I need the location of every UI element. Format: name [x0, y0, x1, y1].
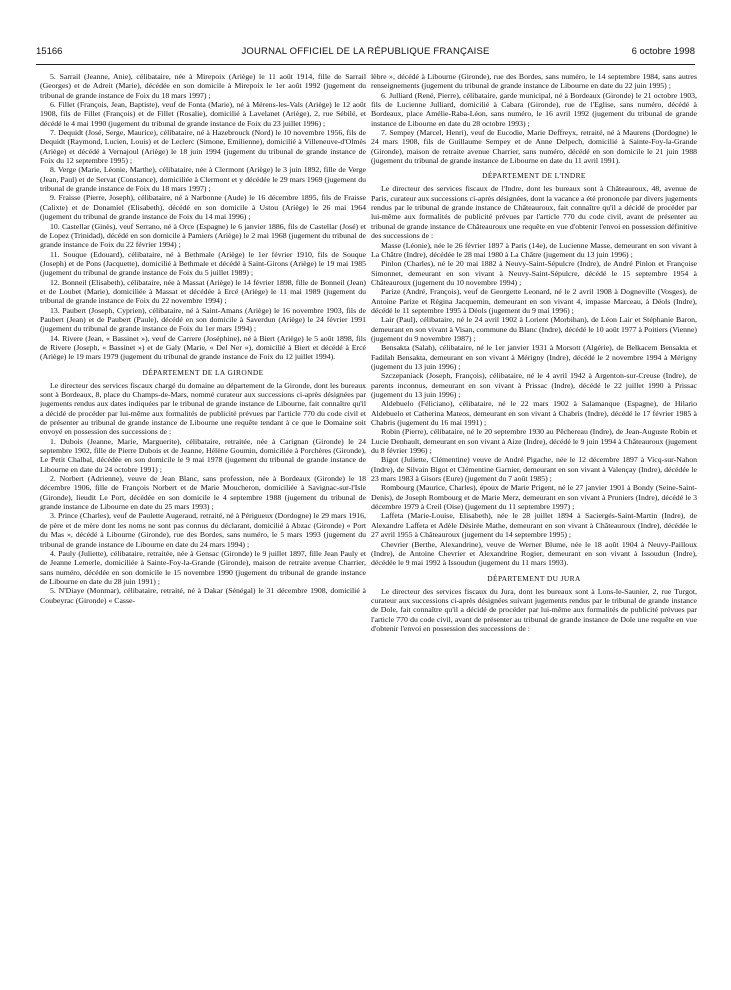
header-rule [36, 64, 695, 65]
entry-paragraph: 5. N'Diaye (Monmar), célibataire, retraité, né à Dakar (Sénégal) le 31 décembre 1908, domicilié à Coubeyrac (Gironde) « Casse- [40, 586, 366, 605]
journal-title: JOURNAL OFFICIEL DE LA RÉPUBLIQUE FRANÇAISE [241, 46, 490, 57]
right-column [371, 72, 697, 984]
entry-paragraph: Le directeur des services fiscaux de l'Indre, dont les bureaux sont à Châteauroux, 48, avenue de Paris, curateur aux successions ci-après désignées, dont la vacance a été prononcée par divers jugements rendus par le tribunal de grande instance de Châteauroux, fait connaître qu'il a décidé de procéder par lui-même aux formalités de publicité prévues par l'article 770 du code civil, avant de présenter au tribunal de grande instance de Châteauroux une requête en vue d'obtenir l'envoi en possession définitive des successions de : [371, 184, 697, 241]
entry-paragraph: Pinlon (Charles), né le 20 mai 1882 à Neuvy-Saint-Sépulcre (Indre), de André Pinlon et Françoise Simonnet, demeurant en son vivant à Neuvy-Saint-Sépulcre, décédé le 15 septembre 1954 à Châteauroux (jugement du 10 novembre 1994) ; [371, 259, 697, 287]
entry-paragraph: 8. Verge (Marie, Léonie, Marthe), célibataire, née à Clermont (Ariège) le 3 juin 1892, fille de Verge (Jean, Paul) et de Servat (Constance), domiciliée à Clermont et y décédée le 29 mars 1969 (jugement du tribunal de grande instance de Foix du 18 mars 1997) ; [40, 165, 366, 194]
page-header [36, 46, 695, 60]
entry-paragraph: Lair (Paul), célibataire, né le 24 avril 1902 à Lorient (Morbihan), de Léon Lair et Stéphanie Baron, demeurant en son vivant à Visan, commune du Blanc (Indre), décédé le 10 août 1977 à Poitiers (Vienne) (jugement du 9 novembre 1987) ; [371, 315, 697, 343]
entry-paragraph: Bensakta (Salah), célibataire, né le 1er janvier 1931 à Morsott (Algérie), de Belkacem Bensakta et Fadilah Bensakta, demeurant en son vivant à Mérigny (Indre), décédé le 2 novembre 1994 à Mérigny (jugement du 13 juin 1996) ; [371, 343, 697, 371]
entry-paragraph: 10. Castellar (Ginès), veuf Serrano, né à Orce (Espagne) le 6 janvier 1886, fils de Castellar (José) et de Lopez (Trinidad), décédé en son domicile à Pamiers (Ariège) le 2 mai 1968 (jugement du tribunal de grande instance de Foix du 22 février 1994) ; [40, 221, 366, 250]
department-heading: DÉPARTEMENT DE LA GIRONDE [142, 367, 264, 377]
entry-paragraph: Aldebuelo (Féliciano), célibataire, né le 22 mars 1902 à Salamanque (Espagne), de Hilario Aldebuelo et Catherina Mateos, demeurant en son vivant à Chabris (Indre), décédé le 17 février 1985 à Chabris (jugement du 16 mai 1991) ; [371, 399, 697, 428]
entry-paragraph: Le directeur des services fiscaux du Jura, dont les bureaux sont à Lons-le-Saunier, 2, rue Turgot, curateur aux successions ci-après désignées suivant jugements rendus par le tribunal de grande instance de Dole, fait connaître qu'il a décidé de procéder par lui-même aux formalités de publicité prévues par l'article 770 du code civil, avant de présenter au tribunal de grande instance de Dole une requête en vue d'obtenir l'envoi en possession des successions de : [371, 586, 697, 633]
entry-paragraph: 1. Dubois (Jeanne, Marie, Marguerite), célibataire, retraitée, née à Carignan (Gironde) le 24 septembre 1902, fille de Pierre Dubois et de Jeanne, Hélène Goumin, domiciliée à Porchères (Gironde), Le Petit Chalbal, décédée en son domicile le 9 mai 1978 (jugement du tribunal de grande instance de Libourne en date du 24 octobre 1991) ; [40, 436, 366, 474]
department-heading: DÉPARTEMENT DU JURA [487, 573, 581, 583]
entry-paragraph: 9. Fraisse (Pierre, Joseph), célibataire, né à Narbonne (Aude) le 16 décembre 1895, fils de Fraisse (Calixte) et de Donamiel (Elisabeth), décédé en son domicile à Ustou (Ariège) le 26 mai 1964 (jugement du tribunal de grande instance de Foix du 14 mai 1996) ; [40, 193, 366, 222]
entry-paragraph: Le directeur des services fiscaux chargé du domaine au département de la Gironde, dont les bureaux sont à Bordeaux, 8, place du Champs-de-Mars, nommé curateur aux successions ci-après désignées par jugements rendus aux dates indiquées par le tribunal de grande instance de Libourne, fait connaître qu'il a décidé de procéder par lui-même aux formalités de publicité prévues par l'article 770 du code civil et de présenter au tribunal de grande instance de Libourne une requête tendant à ce que le Domaine soit envoyé en possession des successions de : [40, 380, 366, 437]
continued-paragraph: lèbre », décédé à Libourne (Gironde), rue des Bordes, sans numéro, le 14 septembre 1984, sans autres renseignements (jugement du tribunal de grande instance de Libourne en date du 22 juin 1995) ; [371, 72, 697, 91]
issue-date: 6 octobre 1998 [631, 46, 695, 57]
entry-paragraph: 2. Norbert (Adrienne), veuve de Jean Blanc, sans profession, née à Bordeaux (Gironde) le 18 décembre 1906, fille de François Norbert et de Marie Moucheron, domiciliée à Savignac-sur-l'Isle (Gironde), lieudit Le Port, décédée en son domicile le 4 septembre 1988 (jugement du tribunal de grande instance de Libourne en date du 25 mars 1993) ; [40, 474, 366, 512]
entry-paragraph: Laffeta (Marie-Louise, Elisabeth), née le 28 juillet 1894 à Saciergés-Saint-Martin (Indre), de Alexandre Laffeta et Adèle Désirée Mathe, demeurant en son vivant à Châteauroux (Indre), décédée le 27 avril 1955 à Châteauroux (jugement du 14 septembre 1995) ; [371, 511, 697, 540]
entry-paragraph: Parize (André, François), veuf de Georgette Leonard, né le 2 avril 1908 à Dogneville (Vosges), de Antoine Parize et Régina Jacquemin, demeurant en son vivant 4, impasse Marceau, à Déols (Indre), décédé le 11 septembre 1995 à Déols (jugement du 9 mai 1996) ; [371, 287, 697, 315]
entry-paragraph: Robin (Pierre), célibataire, né le 20 septembre 1930 au Pêchereau (Indre), de Jean-Auguste Robin et Lucie Denhault, demeurant en son vivant à Aize (Indre), décédé le 9 juin 1994 à Châteauroux (jugement du 8 février 1996) ; [371, 427, 697, 456]
department-heading: DÉPARTEMENT DE L'INDRE [482, 171, 586, 181]
entry-paragraph: Rombourg (Maurice, Charles), époux de Marie Prigent, né le 27 janvier 1901 à Bondy (Seine-Saint-Denis), de Joseph Rombourg et de Marie Merz, demeurant en son vivant à Pruniers (Indre), décédé le 3 décembre 1979 à Creil (Oise) (jugement du 11 septembre 1997) ; [371, 483, 697, 512]
entry-paragraph: Bigot (Juliette, Clémentine) veuve de André Pigache, née le 12 décembre 1897 à Vicq-sur-Nahon (Indre), de Silvain Bigot et Clémentine Garnier, demeurant en son vivant à Valençay (Indre), décédée le 23 mars 1983 à Gisors (Eure) (jugement du 7 août 1985) ; [371, 455, 697, 484]
entry-paragraph: 13. Paubert (Joseph, Cyprien), célibataire, né à Saint-Amans (Ariège) le 16 novembre 1903, fils de Paubert (Jean) et de Paubert (Paule), décédé en son domicile à Saverdun (Ariège) le 24 février 1991 (jugement du tribunal de grande instance de Foix du 1er mars 1994) ; [40, 305, 366, 334]
entry-paragraph: Szczepaniack (Joseph, François), célibataire, né le 4 avril 1942 à Argenton-sur-Creuse (Indre), de parents inconnus, demeurant en son vivant à Prissac (Indre), décédé le 22 juillet 1990 à Prissac (jugement du 13 juin 1996) ; [371, 371, 697, 399]
entry-paragraph: Masse (Léonie), née le 26 février 1897 à Paris (14e), de Lucienne Masse, demeurant en son vivant à La Châtre (Indre), décédée le 28 mai 1980 à La Châtre (jugement du 13 juin 1996) ; [371, 240, 697, 259]
entry-paragraph: Chevrier (Berthe, Alexandrine), veuve de Werner Blume, née le 18 août 1904 à Neuvy-Pailloux (Indre), de Antoine Chevrier et Alexandrine Rogier, demeurant en son vivant à Issoudun (Indre), décédée le 9 mai 1992 à Issoudun (jugement du 11 mars 1993). [371, 539, 697, 568]
entry-paragraph: 7. Sempey (Marcel, Henri), veuf de Eucodie, Marie Deffreyx, retraité, né à Maurens (Dordogne) le 24 mars 1908, fils de Guillaume Sempey et de Anne Delpech, domicilié à Sainte-Foy-la-Grande (Gironde), maison de retraite avenue Charrier, sans numéro, décédé en son domicile le 21 juin 1988 (jugement du tribunal de grande instance de Libourne en date du 11 avril 1991). [371, 128, 697, 166]
left-column [40, 72, 366, 984]
entry-paragraph: 4. Pauly (Juliette), célibataire, retraitée, née à Gensac (Gironde) le 9 juillet 1897, fille Jean Pauly et de Jeanne Lemerle, domiciliée à Sainte-Foy-la-Grande (Gironde), maison de retraite avenue Charrier, sans numéro, décédée en son domicile le 15 novembre 1990 (jugement du tribunal de grande instance de Libourne en date du 28 juin 1991) ; [40, 548, 366, 586]
entry-paragraph: 6. Fillet (François, Jean, Baptiste), veuf de Fonta (Marie), né à Mérens-les-Vals (Ariège) le 12 août 1908, fils de Fillet (François) et de Fillet (Rosalie), domicilié à Lavelanet (Ariège), 2, rue Sébilé, et décédé le 4 mai 1990 (jugement du tribunal de grande instance de Foix du 23 juillet 1996) ; [40, 100, 366, 128]
entry-paragraph: 12. Bonneil (Elisabeth), célibataire, née à Massat (Ariège) le 14 février 1898, fille de Bonneil (Jean) et de Loubet (Marie), domiciliée à Massat et décédée à Ercé (Ariège) le 11 mai 1989 (jugement du tribunal de grande instance de Foix du 22 novembre 1994) ; [40, 277, 366, 306]
entry-paragraph: 3. Prince (Charles), veuf de Paulette Augeraud, retraité, né à Périgueux (Dordogne) le 29 mars 1916, de père et de mère dont les noms ne sont pas connus du déclarant, domicilié à Abzac (Gironde) « Port du Mas », décédé à Libourne (Gironde), rue des Bordes, sans numéro, le 5 mars 1993 (jugement du tribunal de grande instance de Libourne en date du 24 mars 1994) ; [40, 511, 366, 549]
entry-paragraph: 5. Sarrail (Jeanne, Anie), célibataire, née à Mirepoix (Ariège) le 11 août 1914, fille de Sarrail (Georges) et de Adreit (Marie), décédée en son domicile à Mirepoix le 1er août 1992 (jugement du tribunal de grande instance de Foix du 18 mars 1997) ; [40, 72, 366, 100]
page-number: 15166 [36, 46, 63, 57]
entry-paragraph: 6. Julliard (René, Pierre), célibataire, garde municipal, né à Bordeaux (Gironde) le 21 octobre 1903, fils de Lucienne Julliard, domicilié à Cabara (Gironde), rue de l'Eglise, sans numéro, décédé à Bordeaux, place Amélie-Raba-Léon, sans numéro, le 16 avril 1992 (jugement du tribunal de grande instance de Libourne en date du 28 octobre 1993) ; [371, 90, 697, 128]
entry-paragraph: 11. Souque (Edouard), célibataire, né à Bethmale (Ariège) le 1er février 1910, fils de Souque (Joseph) et de Pons (Jacquette), domicilié à Bethmale et décédé à Saint-Girons (Ariège) le 19 mai 1985 (jugement du tribunal de grande instance de Foix du 5 juillet 1989) ; [40, 249, 366, 278]
entry-paragraph: 14. Rivere (Jean, « Bassinet »), veuf de Carrere (Joséphine), né à Biert (Ariège) le 5 août 1898, fils de Rivere (Joseph, « Bassinet ») et de Galy (Marie, « Del Ner »), domicilié à Biert et décédé à Ercé (Ariège) le 19 mars 1979 (jugement du tribunal de grande instance de Foix du 12 juillet 1994). [40, 333, 366, 362]
entry-paragraph: 7. Dequidt (José, Serge, Maurice), célibataire, né à Hazebrouck (Nord) le 10 novembre 1956, fils de Dequidt (Raymond, Lucien, Louis) et de Leclerc (Simone, Emilienne), domicilié à Villeneuve-d'Olmès (Ariège) et décédé à Vernajoul (Ariège) le 18 juin 1994 (jugement du tribunal de grande instance de Foix du 12 septembre 1995) ; [40, 128, 366, 166]
